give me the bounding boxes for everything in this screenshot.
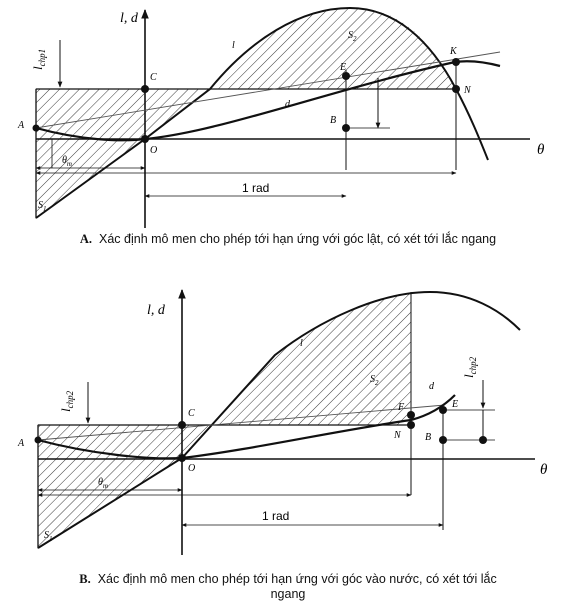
point-k-a: [452, 58, 460, 66]
point-n-b: [407, 421, 415, 429]
point-o-b: [178, 454, 186, 462]
svg-text:lchp2: $l_{chp2}$: [461, 356, 478, 378]
svg-text:l: l: [300, 338, 303, 349]
svg-text:O: O: [150, 145, 158, 156]
svg-text:S2: $S_2$: [348, 30, 357, 43]
s2-area-a: [210, 8, 455, 89]
svg-text:K: K: [450, 46, 457, 57]
svg-text:C: C: [188, 408, 195, 419]
axis-y-label-b: l, d: [147, 303, 165, 318]
svg-text:B: B: [330, 115, 337, 126]
svg-text:A: A: [18, 438, 25, 449]
point-a-b: [35, 437, 42, 444]
svg-text:C: C: [150, 72, 157, 83]
svg-text:1 rad: 1 rad: [242, 181, 270, 195]
axis-y-label-a: l, d: [120, 11, 138, 26]
caption-a-text: Xác định mô men cho phép tới hạn ứng với góc lật, có xét tới lắc ngang: [99, 232, 497, 246]
svg-text:N: N: [464, 85, 471, 96]
point-b-b: [439, 436, 447, 444]
axis-x-label-b: θ: [540, 462, 548, 478]
svg-text:lchp1: $l_{chp1}$: [30, 48, 47, 70]
svg-text:θm: $\theta_m$: [98, 477, 108, 490]
diagram-a: [17, 8, 545, 228]
point-b-a: [342, 124, 350, 132]
axis-x-label-a: θ: [537, 142, 545, 158]
point-e-b: [439, 406, 447, 414]
svg-text:B: B: [425, 432, 432, 443]
caption-a-letter: A.: [79, 232, 93, 246]
svg-text:A: A: [18, 120, 25, 131]
point-a-a: [33, 125, 40, 132]
svg-text:lchp2: $l_{chp2}$: [58, 390, 75, 412]
diagram-b: [17, 290, 548, 555]
svg-text:l: l: [232, 40, 235, 51]
svg-text:1 rad: 1 rad: [262, 509, 290, 523]
point-c-b: [178, 421, 186, 429]
svg-text:d: d: [285, 99, 290, 110]
caption-b: [0, 572, 576, 602]
s2-area-b: [212, 292, 411, 425]
svg-text:O: O: [188, 463, 196, 474]
caption-b-text-2: ngang: [270, 587, 306, 601]
svg-text:S2: $S_2$: [370, 374, 379, 387]
svg-text:F: F: [398, 402, 405, 413]
caption-b-text: Xác định mô men cho phép tới hạn ứng với góc vào nước, có xét tới lắc: [97, 572, 497, 586]
svg-text:d: d: [429, 381, 434, 392]
caption-b-letter: B.: [79, 572, 91, 586]
svg-text:S1: $S_1$: [44, 530, 53, 543]
point-f-b: [407, 411, 415, 419]
svg-text:N: N: [394, 430, 401, 441]
point-n-a: [452, 85, 460, 93]
s1-area-b: [38, 425, 212, 548]
svg-text:θm: $\theta_m$: [62, 155, 72, 168]
svg-text:S1: $S_1$: [38, 200, 47, 213]
svg-text:E: E: [340, 62, 347, 73]
point-e-a: [342, 72, 350, 80]
svg-text:E: E: [452, 399, 459, 410]
point-o-a: [141, 135, 149, 143]
caption-a: [0, 232, 576, 247]
point-e2-b: [479, 436, 487, 444]
point-c-a: [141, 85, 149, 93]
